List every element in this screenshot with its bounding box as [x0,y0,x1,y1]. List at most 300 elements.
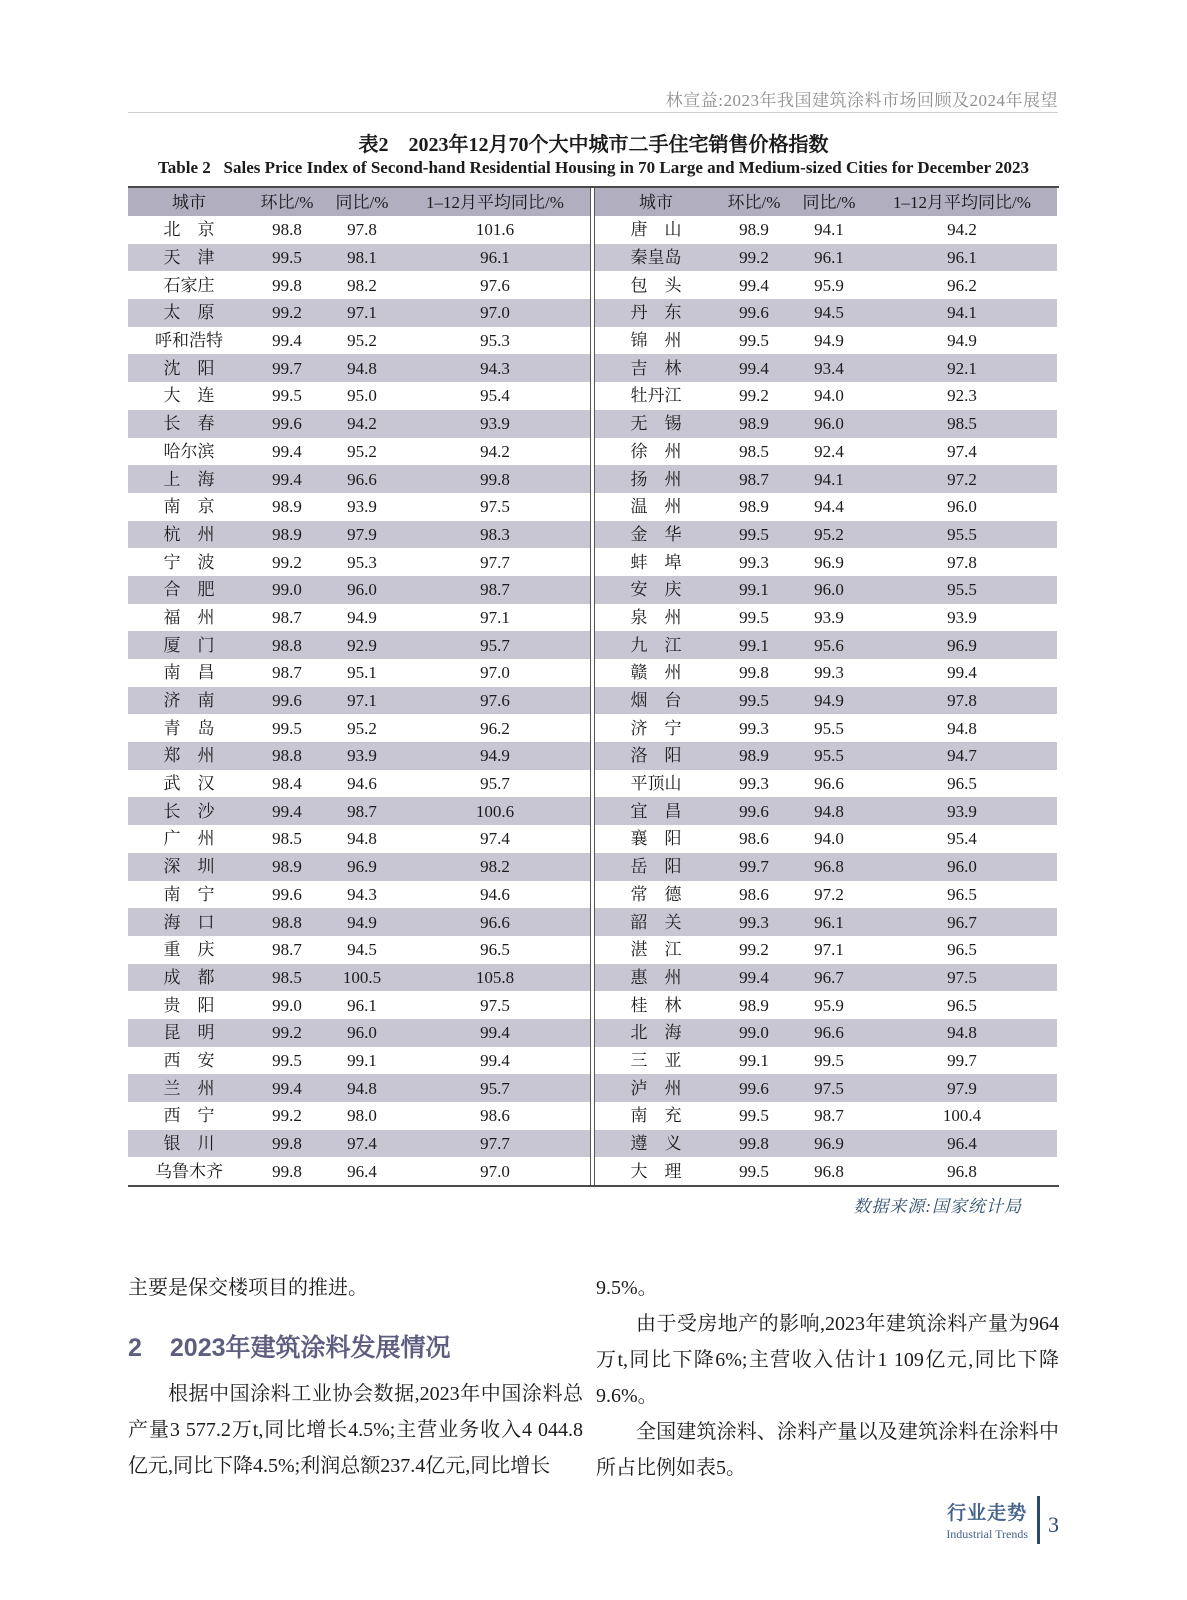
table-cell-city: 西 宁 [163,1106,215,1126]
table-cell-yoy: 94.8 [347,829,377,849]
table-cell-mom: 99.5 [739,331,769,351]
table-cell-city: 温 州 [630,497,682,517]
table-cell-yoy: 96.1 [347,995,377,1015]
table-cell-city: 青 岛 [163,718,215,738]
table-row [595,299,1057,327]
table-cell-yoy: 97.5 [814,1078,844,1098]
table-right-half [595,188,1057,1185]
table-cell-mom: 99.0 [272,995,302,1015]
table-cell-city: 徐 州 [630,441,682,461]
footer-divider-bar [1037,1496,1040,1544]
table-cell-yoy: 96.9 [814,1134,844,1154]
table-cell-city: 合 肥 [163,580,215,600]
table-cell-mom: 99.4 [739,358,769,378]
table-cell-city: 秦皇岛 [630,248,682,268]
table-row [595,936,1057,964]
table-cell-avg-yoy: 97.5 [480,497,510,517]
table-cell-yoy: 95.5 [814,746,844,766]
table-cell-yoy: 92.4 [814,441,844,461]
table-cell-yoy: 96.7 [814,967,844,987]
table-cell-avg-yoy: 93.9 [947,607,977,627]
table-cell-yoy: 95.2 [347,718,377,738]
table-cell-city: 石家庄 [163,275,215,295]
table-cell-yoy: 94.4 [814,497,844,517]
table-cell-yoy: 94.9 [814,691,844,711]
table-row [595,521,1057,549]
table-cell-yoy: 97.8 [347,220,377,240]
table-cell-avg-yoy: 96.2 [947,275,977,295]
table-cell-mom: 99.8 [739,1134,769,1154]
table-cell-mom: 99.5 [739,1106,769,1126]
table-row [595,1019,1057,1047]
table-cell-city: 南 宁 [163,884,215,904]
table-cell-city: 扬 州 [630,469,682,489]
table-cell-yoy: 94.1 [814,469,844,489]
table-cell-yoy: 97.1 [347,691,377,711]
table-left-rows [128,216,590,1185]
table-cell-city: 无 锡 [630,414,682,434]
table-cell-city: 韶 关 [630,912,682,932]
table-row [595,216,1057,244]
table-cell-avg-yoy: 98.7 [480,580,510,600]
table-row [128,576,590,604]
table-cell-avg-yoy: 97.4 [480,829,510,849]
table-cell-yoy: 94.5 [814,303,844,323]
table-cell-city: 金 华 [630,524,682,544]
table-cell-city: 长 春 [163,414,215,434]
table-cell-city: 桂 林 [630,995,682,1015]
table-cell-yoy: 97.1 [347,303,377,323]
column-header-avg-yoy: 1–12月平均同比/% [426,192,564,212]
table-cell-mom: 98.9 [272,497,302,517]
table-row [595,964,1057,992]
footer-section-labels [946,1498,1028,1542]
table-row [595,797,1057,825]
table-row [128,465,590,493]
table-cell-avg-yoy: 97.8 [947,552,977,572]
paragraph: 全国建筑涂料、涂料产量以及建筑涂料在涂料中所占比例如表5。 [596,1421,1059,1479]
table-cell-avg-yoy: 95.4 [947,829,977,849]
table-cell-avg-yoy: 99.4 [480,1023,510,1043]
table-cell-mom: 99.1 [739,635,769,655]
table-cell-avg-yoy: 99.7 [947,1050,977,1070]
table-cell-avg-yoy: 94.7 [947,746,977,766]
column-header-city: 城市 [172,192,206,212]
table-cell-yoy: 94.9 [814,331,844,351]
table-cell-mom: 99.2 [272,1106,302,1126]
table-row [595,714,1057,742]
table-row [595,1157,1057,1185]
table-cell-mom: 99.6 [739,303,769,323]
header-rule [128,112,1058,113]
section-number: 2 [128,1334,142,1362]
table-cell-mom: 99.8 [272,1161,302,1181]
table-cell-mom: 98.5 [272,829,302,849]
table-cell-city: 包 头 [630,275,682,295]
table-cell-mom: 99.6 [739,1078,769,1098]
paragraph-continuation: 主要是保交楼项目的推进。 [128,1277,368,1299]
table-cell-yoy: 99.5 [814,1050,844,1070]
table-row [595,410,1057,438]
table-cell-city: 北 海 [630,1023,682,1043]
table-cell-yoy: 96.6 [814,774,844,794]
table-row [595,1130,1057,1158]
table-cell-avg-yoy: 96.5 [947,940,977,960]
table-cell-avg-yoy: 94.8 [947,718,977,738]
table-cell-avg-yoy: 96.0 [947,857,977,877]
table-cell-mom: 99.5 [272,248,302,268]
table-row [595,908,1057,936]
table-cell-yoy: 97.9 [347,524,377,544]
table-cell-avg-yoy: 93.9 [947,801,977,821]
column-header-city: 城市 [639,192,673,212]
table-cell-city: 襄 阳 [630,829,682,849]
table-cell-avg-yoy: 96.5 [480,940,510,960]
table-header-row [128,188,590,216]
table-row [128,908,590,936]
table-cell-avg-yoy: 94.2 [947,220,977,240]
table-row [595,853,1057,881]
table-cell-mom: 99.3 [739,552,769,572]
table-row [128,1047,590,1075]
table-cell-mom: 98.7 [272,607,302,627]
table-cell-avg-yoy: 94.3 [480,358,510,378]
table-title-cn: 表2 2023年12月70个大中城市二手住宅销售价格指数 [358,134,829,156]
table-row [595,659,1057,687]
table-cell-avg-yoy: 98.5 [947,414,977,434]
table-cell-avg-yoy: 96.4 [947,1134,977,1154]
table-cell-mom: 98.9 [739,497,769,517]
table-cell-mom: 98.5 [272,967,302,987]
table-cell-yoy: 98.0 [347,1106,377,1126]
table-cell-mom: 99.3 [739,774,769,794]
table-cell-mom: 99.3 [739,718,769,738]
table-cell-yoy: 93.9 [347,497,377,517]
table-row [128,354,590,382]
table-row [595,1074,1057,1102]
table-cell-avg-yoy: 92.1 [947,358,977,378]
table-row [595,825,1057,853]
table-cell-city: 唐 山 [630,220,682,240]
table-cell-avg-yoy: 97.4 [947,441,977,461]
table-cell-mom: 99.2 [739,940,769,960]
table-cell-avg-yoy: 97.9 [947,1078,977,1098]
table-cell-mom: 99.4 [272,441,302,461]
table-cell-city: 济 宁 [630,718,682,738]
table-row [128,1157,590,1185]
table-cell-mom: 98.7 [739,469,769,489]
table-cell-yoy: 94.8 [814,801,844,821]
table-cell-yoy: 94.3 [347,884,377,904]
column-header-mom: 环比/% [260,192,314,212]
table-cell-yoy: 94.9 [347,912,377,932]
table-cell-avg-yoy: 97.5 [947,967,977,987]
table-cell-mom: 98.4 [272,774,302,794]
table-cell-mom: 99.0 [739,1023,769,1043]
table-cell-avg-yoy: 94.2 [480,441,510,461]
table-row [128,548,590,576]
table-cell-avg-yoy: 97.0 [480,663,510,683]
table-cell-city: 厦 门 [163,635,215,655]
table-cell-mom: 99.4 [739,275,769,295]
table-cell-mom: 99.0 [272,580,302,600]
table-cell-mom: 98.9 [739,746,769,766]
table-cell-city: 呼和浩特 [155,331,223,351]
footer-section-cn: 行业走势 [947,1503,1028,1524]
table-cell-avg-yoy: 97.1 [480,607,510,627]
table-cell-city: 大 理 [630,1161,682,1181]
table-cell-avg-yoy: 96.2 [480,718,510,738]
table-cell-mom: 98.6 [739,884,769,904]
table-cell-yoy: 95.5 [814,718,844,738]
table-cell-mom: 98.9 [739,414,769,434]
table-row [595,382,1057,410]
table-cell-avg-yoy: 97.6 [480,691,510,711]
body-column-left [128,1270,583,1484]
table-cell-mom: 98.9 [272,857,302,877]
table-cell-city: 哈尔滨 [163,441,215,461]
table-cell-mom: 99.8 [272,1134,302,1154]
body-column-right [596,1270,1059,1486]
table-cell-city: 大 连 [163,386,215,406]
table-row [128,687,590,715]
column-header-mom: 环比/% [727,192,781,212]
table-cell-avg-yoy: 97.7 [480,552,510,572]
page-footer [946,1496,1059,1544]
table-cell-city: 乌鲁木齐 [155,1161,223,1181]
table-row [595,354,1057,382]
table-cell-yoy: 92.9 [347,635,377,655]
table-cell-city: 宁 波 [163,552,215,572]
table-cell-yoy: 100.5 [342,967,382,987]
table-cell-yoy: 96.6 [347,469,377,489]
table-cell-city: 昆 明 [163,1023,215,1043]
table-cell-city: 成 都 [163,967,215,987]
table-header-row [595,188,1057,216]
table-row [128,438,590,466]
table-cell-avg-yoy: 95.7 [480,1078,510,1098]
table-row [595,576,1057,604]
table-row [595,770,1057,798]
table-cell-avg-yoy: 96.0 [947,497,977,517]
table-cell-yoy: 94.8 [347,358,377,378]
table-cell-avg-yoy: 96.7 [947,912,977,932]
table-cell-city: 杭 州 [163,524,215,544]
table-cell-mom: 99.4 [739,967,769,987]
table-row [128,327,590,355]
table-cell-yoy: 93.9 [347,746,377,766]
paragraph: 根据中国涂料工业协会数据,2023年中国涂料总产量3 577.2万t,同比增长4.5%;主营业务收入4 044.8亿元,同比下降4.5%;利润总额237.4亿元,同比增长 [128,1383,583,1477]
table-cell-yoy: 93.9 [814,607,844,627]
table-cell-avg-yoy: 94.9 [480,746,510,766]
table-row [595,604,1057,632]
table-cell-mom: 99.2 [272,552,302,572]
paragraph: 由于受房地产的影响,2023年建筑涂料产量为964万t,同比下降6%;主营收入估计1 109亿元,同比下降9.6%。 [596,1313,1059,1407]
table-cell-city: 银 川 [163,1134,215,1154]
table-cell-yoy: 94.0 [814,829,844,849]
table-cell-avg-yoy: 94.6 [480,884,510,904]
table-cell-mom: 99.6 [739,801,769,821]
table-cell-avg-yoy: 100.6 [475,801,515,821]
column-header-avg-yoy: 1–12月平均同比/% [893,192,1031,212]
table-cell-mom: 99.7 [739,857,769,877]
table-cell-mom: 99.8 [272,275,302,295]
table-cell-avg-yoy: 96.9 [947,635,977,655]
table-cell-city: 泸 州 [630,1078,682,1098]
table-row [595,631,1057,659]
table-cell-avg-yoy: 98.2 [480,857,510,877]
table-cell-mom: 98.7 [272,940,302,960]
table-cell-yoy: 95.6 [814,635,844,655]
table-cell-city: 吉 林 [630,358,682,378]
table-cell-mom: 99.2 [272,1023,302,1043]
table-cell-city: 济 南 [163,691,215,711]
table-cell-mom: 99.6 [272,414,302,434]
table-cell-city: 贵 阳 [163,995,215,1015]
table-row [128,631,590,659]
table-cell-mom: 98.6 [739,829,769,849]
table-left-half [128,188,590,1185]
table-cell-mom: 99.5 [272,1050,302,1070]
table-cell-mom: 99.1 [739,1050,769,1070]
running-header: 林宣益:2023年我国建筑涂料市场回顾及2024年展望 [665,91,1058,110]
table-row [128,714,590,742]
column-header-yoy: 同比/% [802,192,856,212]
table-row [128,216,590,244]
table-row [128,521,590,549]
table-cell-city: 湛 江 [630,940,682,960]
table-cell-avg-yoy: 96.8 [947,1161,977,1181]
table-row [128,964,590,992]
table-cell-city: 郑 州 [163,746,215,766]
table-cell-avg-yoy: 97.6 [480,275,510,295]
table-cell-avg-yoy: 96.1 [480,248,510,268]
table-cell-mom: 99.2 [272,303,302,323]
table-row [128,825,590,853]
table-cell-city: 烟 台 [630,691,682,711]
table-cell-city: 惠 州 [630,967,682,987]
table-cell-yoy: 97.4 [347,1134,377,1154]
table-cell-yoy: 96.0 [347,1023,377,1043]
table-row [128,991,590,1019]
table-row [595,1047,1057,1075]
table-cell-mom: 99.5 [272,718,302,738]
table-row [128,797,590,825]
table-cell-yoy: 98.2 [347,275,377,295]
table-cell-avg-yoy: 99.4 [947,663,977,683]
table-cell-city: 岳 阳 [630,857,682,877]
table-row [595,438,1057,466]
table-cell-mom: 99.5 [272,386,302,406]
table-cell-mom: 98.7 [272,663,302,683]
table-cell-city: 牡丹江 [630,386,682,406]
table-cell-mom: 99.3 [739,912,769,932]
table-cell-mom: 98.8 [272,635,302,655]
table-cell-yoy: 96.1 [814,912,844,932]
table-row [128,1074,590,1102]
table-cell-avg-yoy: 97.0 [480,1161,510,1181]
table-cell-city: 西 安 [163,1050,215,1070]
table-row [128,1130,590,1158]
table-row [128,382,590,410]
table-cell-mom: 98.8 [272,746,302,766]
table-cell-avg-yoy: 96.6 [480,912,510,932]
table-cell-yoy: 96.1 [814,248,844,268]
table-cell-city: 天 津 [163,248,215,268]
table-cell-yoy: 94.9 [347,607,377,627]
table-cell-avg-yoy: 94.9 [947,331,977,351]
table-row [595,244,1057,272]
table-cell-city: 兰 州 [163,1078,215,1098]
table-cell-yoy: 95.2 [347,441,377,461]
table-cell-yoy: 94.2 [347,414,377,434]
table-cell-avg-yoy: 97.8 [947,691,977,711]
table-cell-yoy: 94.0 [814,386,844,406]
table-cell-avg-yoy: 98.6 [480,1106,510,1126]
table-cell-yoy: 95.9 [814,275,844,295]
table-cell-city: 广 州 [163,829,215,849]
table-cell-mom: 99.4 [272,1078,302,1098]
table-cell-yoy: 97.2 [814,884,844,904]
table-cell-city: 常 德 [630,884,682,904]
page-number: 3 [1048,1512,1059,1537]
table-cell-city: 太 原 [163,303,215,323]
table-cell-avg-yoy: 97.5 [480,995,510,1015]
table-cell-yoy: 95.2 [814,524,844,544]
table-cell-city: 武 汉 [163,774,215,794]
table-row [128,1019,590,1047]
table-cell-yoy: 96.8 [814,1161,844,1181]
table-cell-yoy: 94.6 [347,774,377,794]
table-cell-yoy: 95.2 [347,331,377,351]
table-row [595,465,1057,493]
table-cell-city: 蚌 埠 [630,552,682,572]
table-cell-yoy: 96.0 [814,414,844,434]
table-cell-avg-yoy: 94.1 [947,303,977,323]
table-row [595,742,1057,770]
table-cell-mom: 98.8 [272,912,302,932]
table-row [128,299,590,327]
table-cell-city: 南 京 [163,497,215,517]
table-cell-avg-yoy: 95.5 [947,524,977,544]
table-cell-mom: 99.1 [739,580,769,600]
table-cell-mom: 99.8 [739,663,769,683]
table-cell-mom: 99.5 [739,691,769,711]
table-row [128,853,590,881]
table-cell-avg-yoy: 99.8 [480,469,510,489]
table-cell-mom: 98.8 [272,220,302,240]
table-cell-city: 深 圳 [163,857,215,877]
table-cell-avg-yoy: 105.8 [475,967,515,987]
table-cell-yoy: 95.0 [347,386,377,406]
table-cell-city: 长 沙 [163,801,215,821]
table-cell-mom: 99.6 [272,884,302,904]
table-cell-mom: 99.2 [739,386,769,406]
table-cell-mom: 99.4 [272,469,302,489]
table-cell-yoy: 96.6 [814,1023,844,1043]
table-cell-city: 上 海 [163,469,215,489]
footer-section-en: Industrial Trends [946,1527,1028,1541]
table-cell-mom: 99.4 [272,801,302,821]
table-cell-city: 九 江 [630,635,682,655]
table-cell-yoy: 96.9 [347,857,377,877]
table-cell-mom: 99.4 [272,331,302,351]
table-right-rows [595,216,1057,1185]
table-cell-yoy: 95.9 [814,995,844,1015]
table-row [595,271,1057,299]
column-header-yoy: 同比/% [335,192,389,212]
table-cell-mom: 99.7 [272,358,302,378]
